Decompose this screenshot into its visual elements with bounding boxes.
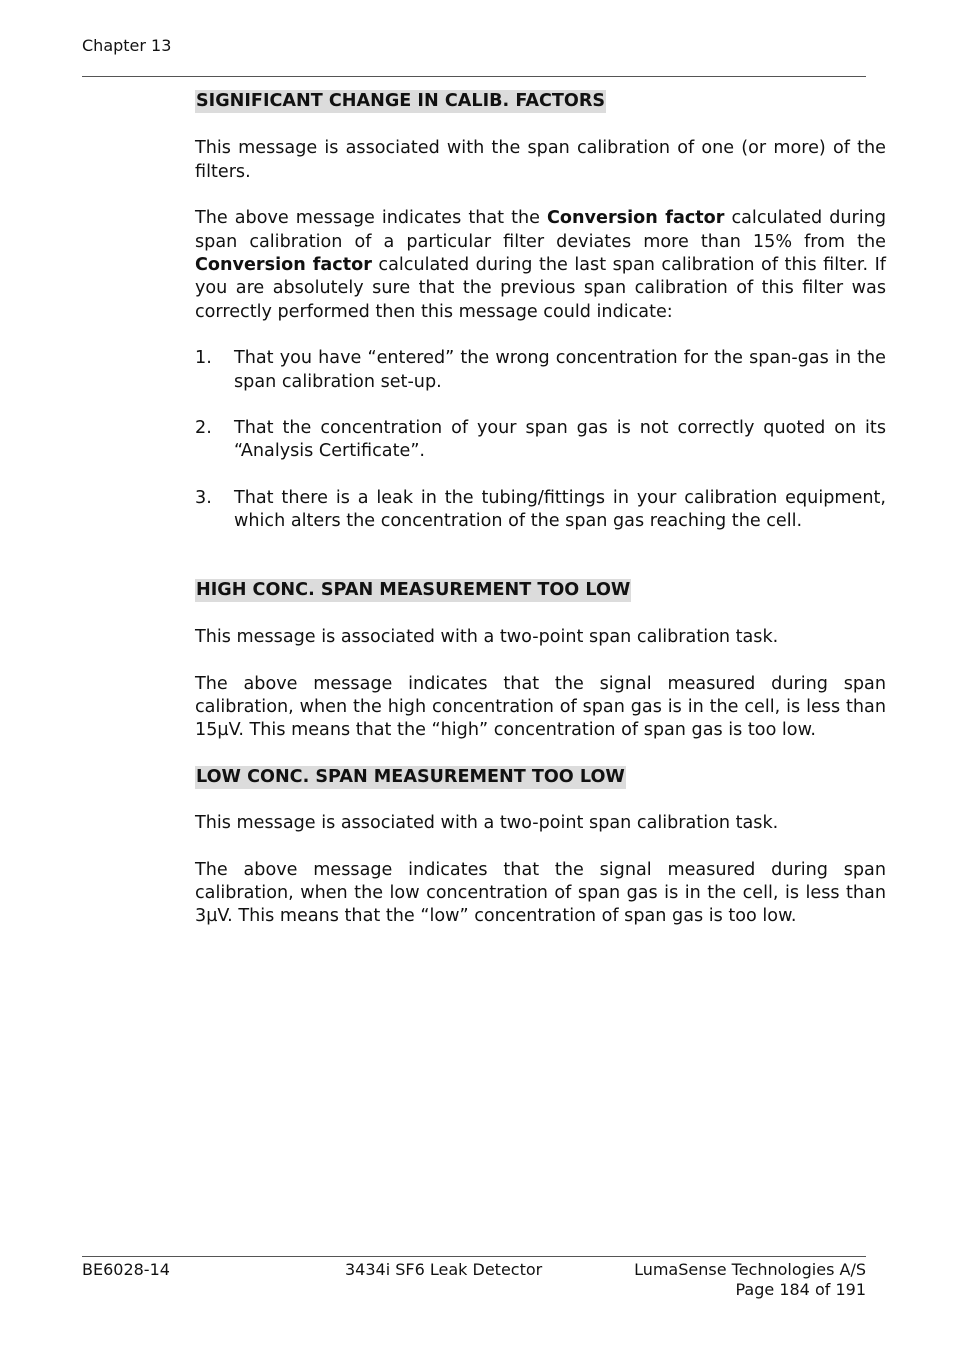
text-span: The above message indicates that the <box>195 208 548 229</box>
text-span: calculated during span calibration of a particular filter deviates more than 15% from the <box>195 208 886 252</box>
list-number: 1. <box>195 348 212 369</box>
paragraph-conversion-factor <box>195 207 886 324</box>
section-low-conc <box>195 766 886 929</box>
list-item <box>195 487 886 534</box>
list-item <box>195 347 886 394</box>
footer-rule <box>82 1256 866 1257</box>
section-high-conc <box>195 579 886 743</box>
list-text: That you have “entered” the wrong concentration for the span-gas in the span calibration set-up. <box>234 348 886 392</box>
footer-product: 3434i SF6 Leak Detector <box>345 1260 543 1279</box>
bold-term: Conversion factor <box>195 255 372 276</box>
bold-term: Conversion factor <box>547 208 725 229</box>
paragraph: This message is associated with the span calibration of one (or more) of the filters. <box>195 138 886 182</box>
text-span: calculated during the last span calibration of this filter. If you are absolutely sure that the previous span calibration of this filter was correctly performed then this message could indicate: <box>195 255 886 322</box>
header-rule <box>82 76 866 77</box>
list-item <box>195 417 886 464</box>
list-text: That there is a leak in the tubing/fittings in your calibration equipment, which alters the concentration of the span gas reaching the cell. <box>234 487 886 532</box>
section-heading: SIGNIFICANT CHANGE IN CALIB. FACTORS <box>196 91 606 111</box>
numbered-list <box>195 347 886 533</box>
list-text: That the concentration of your span gas is not correctly quoted on its “Analysis Certificate”. <box>234 418 886 462</box>
paragraph: The above message indicates that the signal measured during span calibration, when the high concentration of span gas is in the cell, is less than 15µV. This means that the “high” concentration of span gas is too low. <box>195 673 886 741</box>
page-content <box>195 90 886 929</box>
section-calib-factors <box>195 90 886 534</box>
paragraph: The above message indicates that the signal measured during span calibration, when the low concentration of span gas is in the cell, is less than 3µV. This means that the “low” concentration of span gas is too low. <box>195 859 886 927</box>
footer-company-page <box>560 1260 866 1300</box>
paragraph: This message is associated with a two-point span calibration task. <box>195 627 779 648</box>
footer-doc-id: BE6028-14 <box>82 1260 170 1279</box>
list-number: 2. <box>195 418 212 439</box>
list-number: 3. <box>195 487 212 508</box>
chapter-header: Chapter 13 <box>82 36 172 55</box>
footer-page-number: Page 184 of 191 <box>735 1280 866 1299</box>
section-heading: LOW CONC. SPAN MEASUREMENT TOO LOW <box>196 766 625 787</box>
paragraph: This message is associated with a two-point span calibration task. <box>195 813 779 834</box>
section-heading: HIGH CONC. SPAN MEASUREMENT TOO LOW <box>196 579 631 600</box>
footer-company: LumaSense Technologies A/S <box>634 1260 866 1279</box>
